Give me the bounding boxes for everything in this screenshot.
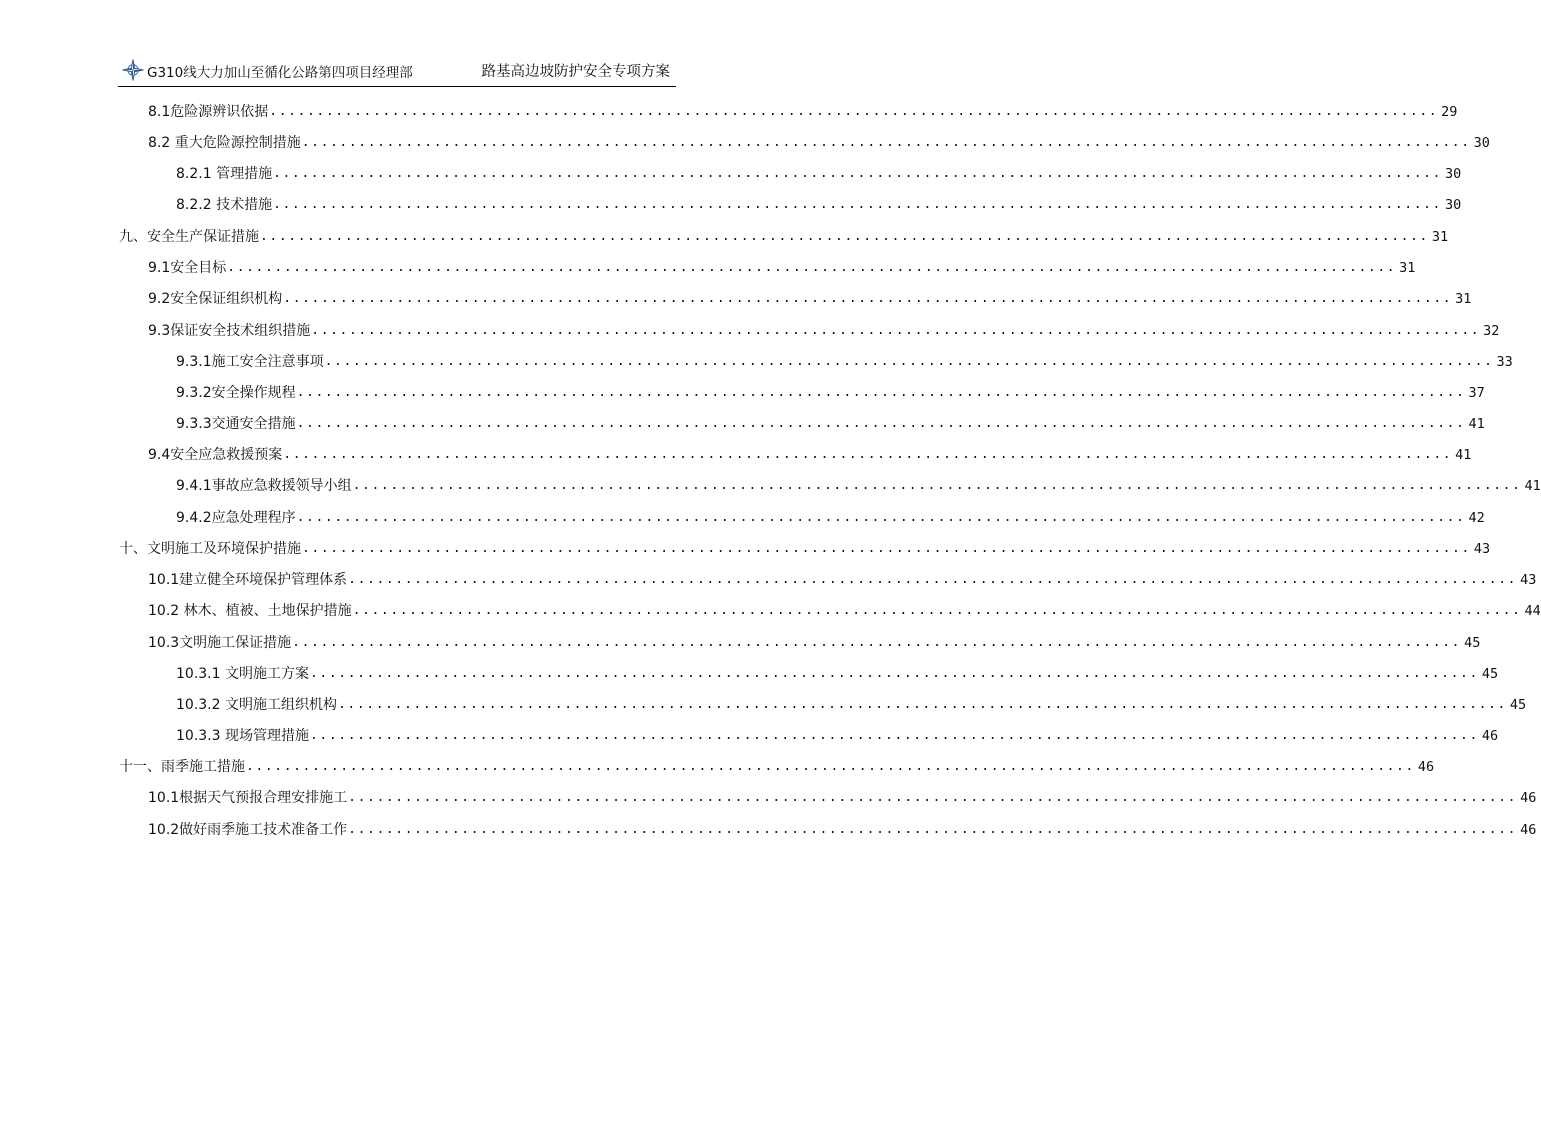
toc-leader-dots: ............................................................................................................................ xyxy=(283,447,1453,462)
toc-entry[interactable] xyxy=(148,444,1472,464)
toc-page-number: 30 xyxy=(1444,197,1462,213)
toc-entry[interactable] xyxy=(176,507,1485,527)
toc-entry[interactable] xyxy=(148,320,1500,340)
toc-page-number: 30 xyxy=(1473,135,1490,151)
toc-page-number: 41 xyxy=(1455,447,1472,463)
toc-page-number: 31 xyxy=(1455,291,1472,307)
toc-page-number: 41 xyxy=(1468,416,1485,432)
toc-page-number: 32 xyxy=(1483,323,1500,339)
toc-entry[interactable] xyxy=(176,663,1499,683)
toc-entry[interactable] xyxy=(148,600,1541,620)
toc-entry-title: 10.1根据天气预报合理安排施工 xyxy=(148,790,348,806)
toc-entry[interactable] xyxy=(176,475,1541,495)
toc-entry[interactable] xyxy=(148,819,1537,839)
toc-entry-title: 十一、雨季施工措施 xyxy=(119,759,245,775)
toc-entry[interactable] xyxy=(176,163,1462,183)
toc-page-number: 45 xyxy=(1481,666,1499,682)
toc-entry[interactable] xyxy=(148,632,1481,652)
toc-leader-dots: ............................................................................................................................ xyxy=(348,790,1518,805)
toc-entry-title: 10.2 林木、植被、土地保护措施 xyxy=(148,603,352,619)
toc-entry-title: 9.1安全目标 xyxy=(148,260,227,276)
toc-leader-dots: ............................................................................................................................ xyxy=(296,416,1466,431)
toc-page-number: 42 xyxy=(1468,510,1485,526)
toc-page-number: 29 xyxy=(1441,104,1458,120)
toc-entry-title: 10.1建立健全环境保护管理体系 xyxy=(148,572,348,588)
header-document-title: 路基高边坡防护安全专项方案 xyxy=(481,64,670,80)
toc-entry-title: 9.4安全应急救援预案 xyxy=(148,447,283,463)
toc-entry[interactable] xyxy=(148,257,1416,277)
toc-entry[interactable] xyxy=(119,538,1491,558)
toc-entry-title: 9.3保证安全技术组织措施 xyxy=(148,323,311,339)
toc-page-number: 37 xyxy=(1468,385,1485,401)
toc-entry-title: 9.3.1施工安全注意事项 xyxy=(176,354,324,370)
toc-entry[interactable] xyxy=(148,787,1537,807)
toc-entry-title: 9.2安全保证组织机构 xyxy=(148,291,283,307)
toc-entry[interactable] xyxy=(148,569,1537,589)
toc-entry[interactable] xyxy=(176,413,1485,433)
toc-leader-dots: ............................................................................................................................ xyxy=(352,603,1522,618)
toc-page-number: 45 xyxy=(1464,635,1481,651)
toc-entry-title: 10.3文明施工保证措施 xyxy=(148,635,292,651)
toc-page-number: 46 xyxy=(1481,728,1499,744)
toc-page-number: 45 xyxy=(1509,697,1527,713)
toc-leader-dots: ............................................................................................................................ xyxy=(324,354,1494,369)
toc-leader-dots: ............................................................................................................................ xyxy=(309,728,1479,743)
toc-page-number: 31 xyxy=(1431,229,1449,245)
toc-entry-title: 8.1危险源辨识依据 xyxy=(148,104,269,120)
toc-entry-title: 10.3.2 文明施工组织机构 xyxy=(176,697,337,713)
toc-page-number: 33 xyxy=(1496,354,1513,370)
toc-leader-dots: ............................................................................................................................ xyxy=(273,197,1442,212)
toc-page-number: 44 xyxy=(1524,603,1541,619)
toc-entry[interactable] xyxy=(176,351,1513,371)
toc-page-number: 41 xyxy=(1524,478,1541,494)
toc-entry[interactable] xyxy=(148,132,1490,152)
toc-leader-dots: ............................................................................................................................ xyxy=(283,291,1453,306)
toc-entry-title: 8.2 重大危险源控制措施 xyxy=(148,135,301,151)
toc-entry-title: 10.3.1 文明施工方案 xyxy=(176,666,309,682)
toc-page-number: 46 xyxy=(1520,822,1537,838)
toc-page-number: 31 xyxy=(1399,260,1416,276)
toc-leader-dots: ............................................................................................................................ xyxy=(273,166,1442,181)
toc-leader-dots: ............................................................................................................................ xyxy=(302,541,1471,556)
toc-entry-title: 9.3.3交通安全措施 xyxy=(176,416,296,432)
toc-leader-dots: ............................................................................................................................ xyxy=(337,697,1507,712)
toc-entry-title: 10.3.3 现场管理措施 xyxy=(176,728,309,744)
toc-leader-dots: ............................................................................................................................ xyxy=(301,135,1471,150)
toc-entry[interactable] xyxy=(119,756,1435,776)
toc-entry-title: 9.4.1事故应急救援领导小组 xyxy=(176,478,352,494)
toc-leader-dots: ............................................................................................................................ xyxy=(296,385,1466,400)
toc-page-number: 30 xyxy=(1444,166,1462,182)
toc-entry[interactable] xyxy=(176,194,1462,214)
toc-page-number: 46 xyxy=(1520,790,1537,806)
toc-leader-dots: ............................................................................................................................ xyxy=(348,572,1518,587)
toc-entry-title: 10.2做好雨季施工技术准备工作 xyxy=(148,822,348,838)
toc-entry-title: 9.4.2应急处理程序 xyxy=(176,510,296,526)
toc-entry[interactable] xyxy=(148,101,1458,121)
toc-leader-dots: ............................................................................................................................ xyxy=(260,229,1429,244)
toc-entry-title: 8.2.1 管理措施 xyxy=(176,166,273,182)
toc-entry[interactable] xyxy=(176,725,1499,745)
toc-leader-dots: ............................................................................................................................ xyxy=(296,510,1466,525)
toc-leader-dots: ............................................................................................................................ xyxy=(227,260,1397,275)
toc-entry-title: 8.2.2 技术措施 xyxy=(176,197,273,213)
toc-leader-dots: ............................................................................................................................ xyxy=(269,104,1439,119)
toc-leader-dots: ............................................................................................................................ xyxy=(311,323,1481,338)
toc-entry-title: 九、安全生产保证措施 xyxy=(119,229,259,245)
toc-page-number: 43 xyxy=(1473,541,1491,557)
toc-leader-dots: ............................................................................................................................ xyxy=(246,759,1415,774)
toc-entry[interactable] xyxy=(148,288,1472,308)
toc-page-number: 46 xyxy=(1417,759,1435,775)
header-org-name: G310线大力加山至循化公路第四项目经理部 xyxy=(147,65,413,81)
toc-entry[interactable] xyxy=(176,382,1485,402)
toc-entry-title: 十、文明施工及环境保护措施 xyxy=(119,541,301,557)
toc-page-number: 43 xyxy=(1520,572,1537,588)
toc-entry[interactable] xyxy=(119,226,1449,246)
toc-entry[interactable] xyxy=(176,694,1527,714)
toc-leader-dots: ............................................................................................................................ xyxy=(352,478,1522,493)
toc-leader-dots: ............................................................................................................................ xyxy=(309,666,1479,681)
toc-entry-title: 9.3.2安全操作规程 xyxy=(176,385,296,401)
toc-leader-dots: ............................................................................................................................ xyxy=(348,822,1518,837)
toc-leader-dots: ............................................................................................................................ xyxy=(292,635,1462,650)
